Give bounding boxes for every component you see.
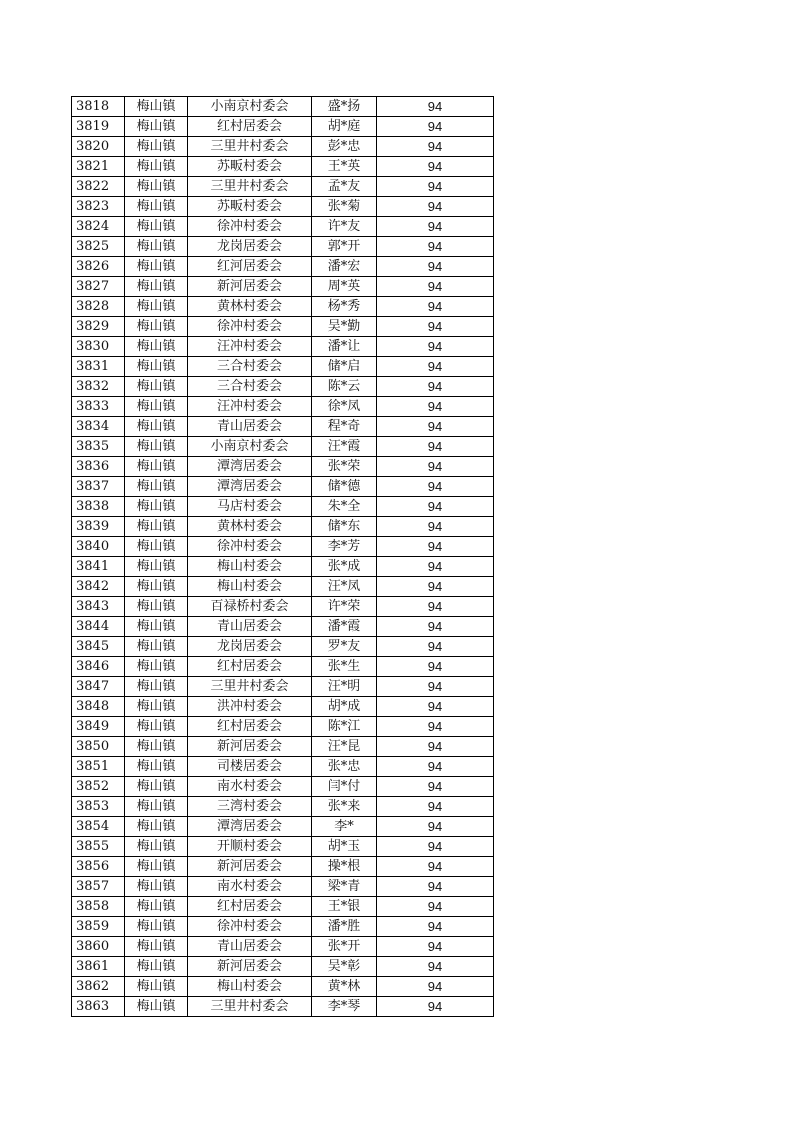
- cell-town: 梅山镇: [125, 337, 188, 357]
- cell-serial-number: 3840: [72, 537, 125, 557]
- table-row: [72, 657, 494, 677]
- cell-town: 梅山镇: [125, 877, 188, 897]
- cell-person-name: 盛*扬: [312, 97, 377, 117]
- cell-town: 梅山镇: [125, 217, 188, 237]
- cell-score: 94: [377, 157, 494, 177]
- cell-score: 94: [377, 777, 494, 797]
- cell-town: 梅山镇: [125, 437, 188, 457]
- table-row: [72, 857, 494, 877]
- cell-village-committee: 潭湾居委会: [188, 477, 312, 497]
- cell-town: 梅山镇: [125, 597, 188, 617]
- table-row: [72, 117, 494, 137]
- cell-village-committee: 南水村委会: [188, 877, 312, 897]
- cell-village-committee: 百禄桥村委会: [188, 597, 312, 617]
- cell-town: 梅山镇: [125, 757, 188, 777]
- cell-serial-number: 3853: [72, 797, 125, 817]
- cell-person-name: 黄*林: [312, 977, 377, 997]
- cell-serial-number: 3858: [72, 897, 125, 917]
- cell-person-name: 吴*彰: [312, 957, 377, 977]
- cell-village-committee: 徐冲村委会: [188, 217, 312, 237]
- cell-village-committee: 黄林村委会: [188, 517, 312, 537]
- cell-serial-number: 3831: [72, 357, 125, 377]
- cell-person-name: 胡*成: [312, 697, 377, 717]
- cell-person-name: 梁*青: [312, 877, 377, 897]
- cell-town: 梅山镇: [125, 377, 188, 397]
- table-row: [72, 97, 494, 117]
- cell-village-committee: 徐冲村委会: [188, 917, 312, 937]
- table-row: [72, 897, 494, 917]
- table-row: [72, 417, 494, 437]
- cell-village-committee: 新河居委会: [188, 277, 312, 297]
- table-row: [72, 137, 494, 157]
- table-row: [72, 757, 494, 777]
- table-row: [72, 877, 494, 897]
- cell-person-name: 许*友: [312, 217, 377, 237]
- cell-town: 梅山镇: [125, 937, 188, 957]
- cell-score: 94: [377, 797, 494, 817]
- cell-village-committee: 潭湾居委会: [188, 457, 312, 477]
- cell-village-committee: 徐冲村委会: [188, 317, 312, 337]
- cell-town: 梅山镇: [125, 697, 188, 717]
- cell-serial-number: 3819: [72, 117, 125, 137]
- cell-village-committee: 三里井村委会: [188, 997, 312, 1017]
- table-row: [72, 397, 494, 417]
- cell-person-name: 程*奇: [312, 417, 377, 437]
- cell-town: 梅山镇: [125, 817, 188, 837]
- table-row: [72, 577, 494, 597]
- cell-serial-number: 3828: [72, 297, 125, 317]
- cell-score: 94: [377, 817, 494, 837]
- cell-village-committee: 梅山村委会: [188, 977, 312, 997]
- cell-person-name: 汪*昆: [312, 737, 377, 757]
- cell-serial-number: 3861: [72, 957, 125, 977]
- cell-person-name: 张*来: [312, 797, 377, 817]
- cell-score: 94: [377, 237, 494, 257]
- cell-person-name: 潘*宏: [312, 257, 377, 277]
- cell-serial-number: 3829: [72, 317, 125, 337]
- cell-serial-number: 3823: [72, 197, 125, 217]
- cell-serial-number: 3856: [72, 857, 125, 877]
- cell-village-committee: 红河居委会: [188, 257, 312, 277]
- cell-serial-number: 3844: [72, 617, 125, 637]
- cell-village-committee: 三合村委会: [188, 357, 312, 377]
- table-row: [72, 637, 494, 657]
- cell-serial-number: 3820: [72, 137, 125, 157]
- cell-score: 94: [377, 277, 494, 297]
- cell-village-committee: 苏畈村委会: [188, 197, 312, 217]
- table-row: [72, 377, 494, 397]
- cell-score: 94: [377, 917, 494, 937]
- cell-score: 94: [377, 217, 494, 237]
- table-row: [72, 197, 494, 217]
- table-row: [72, 697, 494, 717]
- cell-score: 94: [377, 577, 494, 597]
- cell-person-name: 王*英: [312, 157, 377, 177]
- cell-serial-number: 3863: [72, 997, 125, 1017]
- cell-person-name: 汪*凤: [312, 577, 377, 597]
- cell-score: 94: [377, 137, 494, 157]
- cell-village-committee: 汪冲村委会: [188, 337, 312, 357]
- table-row: [72, 257, 494, 277]
- cell-person-name: 潘*胜: [312, 917, 377, 937]
- cell-serial-number: 3830: [72, 337, 125, 357]
- cell-town: 梅山镇: [125, 997, 188, 1017]
- cell-score: 94: [377, 877, 494, 897]
- cell-score: 94: [377, 617, 494, 637]
- cell-serial-number: 3852: [72, 777, 125, 797]
- cell-town: 梅山镇: [125, 357, 188, 377]
- cell-serial-number: 3848: [72, 697, 125, 717]
- cell-village-committee: 三合村委会: [188, 377, 312, 397]
- cell-serial-number: 3834: [72, 417, 125, 437]
- cell-person-name: 陈*江: [312, 717, 377, 737]
- cell-person-name: 郭*开: [312, 237, 377, 257]
- table-row: [72, 837, 494, 857]
- cell-person-name: 陈*云: [312, 377, 377, 397]
- cell-score: 94: [377, 557, 494, 577]
- cell-village-committee: 新河居委会: [188, 857, 312, 877]
- cell-person-name: 徐*凤: [312, 397, 377, 417]
- cell-serial-number: 3835: [72, 437, 125, 457]
- cell-person-name: 彭*忠: [312, 137, 377, 157]
- cell-score: 94: [377, 657, 494, 677]
- table-row: [72, 777, 494, 797]
- cell-town: 梅山镇: [125, 257, 188, 277]
- cell-person-name: 许*荣: [312, 597, 377, 617]
- cell-town: 梅山镇: [125, 517, 188, 537]
- table-row: [72, 177, 494, 197]
- cell-person-name: 储*东: [312, 517, 377, 537]
- cell-score: 94: [377, 697, 494, 717]
- cell-town: 梅山镇: [125, 737, 188, 757]
- cell-town: 梅山镇: [125, 137, 188, 157]
- cell-score: 94: [377, 717, 494, 737]
- cell-person-name: 孟*友: [312, 177, 377, 197]
- cell-town: 梅山镇: [125, 537, 188, 557]
- table-row: [72, 957, 494, 977]
- cell-town: 梅山镇: [125, 297, 188, 317]
- cell-person-name: 杨*秀: [312, 297, 377, 317]
- cell-serial-number: 3842: [72, 577, 125, 597]
- cell-person-name: 罗*友: [312, 637, 377, 657]
- cell-score: 94: [377, 537, 494, 557]
- cell-serial-number: 3825: [72, 237, 125, 257]
- cell-village-committee: 徐冲村委会: [188, 537, 312, 557]
- cell-town: 梅山镇: [125, 477, 188, 497]
- cell-town: 梅山镇: [125, 917, 188, 937]
- table-row: [72, 437, 494, 457]
- cell-town: 梅山镇: [125, 317, 188, 337]
- cell-person-name: 闫*付: [312, 777, 377, 797]
- cell-score: 94: [377, 477, 494, 497]
- cell-town: 梅山镇: [125, 677, 188, 697]
- cell-serial-number: 3862: [72, 977, 125, 997]
- table-row: [72, 357, 494, 377]
- cell-score: 94: [377, 397, 494, 417]
- cell-person-name: 潘*霞: [312, 617, 377, 637]
- cell-serial-number: 3818: [72, 97, 125, 117]
- table-row: [72, 337, 494, 357]
- table-row: [72, 597, 494, 617]
- cell-serial-number: 3836: [72, 457, 125, 477]
- cell-score: 94: [377, 317, 494, 337]
- table-row: [72, 277, 494, 297]
- cell-town: 梅山镇: [125, 557, 188, 577]
- cell-serial-number: 3859: [72, 917, 125, 937]
- cell-village-committee: 梅山村委会: [188, 557, 312, 577]
- cell-serial-number: 3855: [72, 837, 125, 857]
- cell-person-name: 张*忠: [312, 757, 377, 777]
- cell-village-committee: 红村居委会: [188, 657, 312, 677]
- cell-score: 94: [377, 497, 494, 517]
- cell-serial-number: 3845: [72, 637, 125, 657]
- cell-village-committee: 龙岗居委会: [188, 237, 312, 257]
- cell-serial-number: 3832: [72, 377, 125, 397]
- cell-serial-number: 3833: [72, 397, 125, 417]
- table-row: [72, 297, 494, 317]
- cell-village-committee: 梅山村委会: [188, 577, 312, 597]
- cell-score: 94: [377, 957, 494, 977]
- table-row: [72, 997, 494, 1017]
- cell-town: 梅山镇: [125, 717, 188, 737]
- table-row: [72, 477, 494, 497]
- cell-serial-number: 3821: [72, 157, 125, 177]
- cell-village-committee: 新河居委会: [188, 957, 312, 977]
- cell-person-name: 王*银: [312, 897, 377, 917]
- cell-score: 94: [377, 637, 494, 657]
- cell-village-committee: 汪冲村委会: [188, 397, 312, 417]
- table-row: [72, 317, 494, 337]
- cell-village-committee: 红村居委会: [188, 717, 312, 737]
- cell-serial-number: 3860: [72, 937, 125, 957]
- cell-village-committee: 小南京村委会: [188, 97, 312, 117]
- cell-town: 梅山镇: [125, 457, 188, 477]
- table-row: [72, 917, 494, 937]
- cell-village-committee: 红村居委会: [188, 117, 312, 137]
- cell-person-name: 胡*庭: [312, 117, 377, 137]
- roster-table-body: [72, 97, 494, 1017]
- cell-score: 94: [377, 857, 494, 877]
- cell-score: 94: [377, 417, 494, 437]
- cell-score: 94: [377, 257, 494, 277]
- cell-village-committee: 潭湾居委会: [188, 817, 312, 837]
- cell-village-committee: 黄林村委会: [188, 297, 312, 317]
- table-row: [72, 557, 494, 577]
- cell-person-name: 张*开: [312, 937, 377, 957]
- cell-person-name: 储*德: [312, 477, 377, 497]
- cell-score: 94: [377, 97, 494, 117]
- cell-person-name: 李*琴: [312, 997, 377, 1017]
- cell-serial-number: 3847: [72, 677, 125, 697]
- table-row: [72, 517, 494, 537]
- cell-village-committee: 小南京村委会: [188, 437, 312, 457]
- table-row: [72, 457, 494, 477]
- cell-person-name: 汪*霞: [312, 437, 377, 457]
- cell-village-committee: 马店村委会: [188, 497, 312, 517]
- cell-village-committee: 开顺村委会: [188, 837, 312, 857]
- cell-town: 梅山镇: [125, 197, 188, 217]
- cell-score: 94: [377, 377, 494, 397]
- cell-person-name: 张*荣: [312, 457, 377, 477]
- cell-person-name: 周*英: [312, 277, 377, 297]
- table-row: [72, 617, 494, 637]
- cell-village-committee: 龙岗居委会: [188, 637, 312, 657]
- cell-village-committee: 三湾村委会: [188, 797, 312, 817]
- cell-village-committee: 三里井村委会: [188, 677, 312, 697]
- cell-town: 梅山镇: [125, 117, 188, 137]
- cell-town: 梅山镇: [125, 837, 188, 857]
- cell-serial-number: 3841: [72, 557, 125, 577]
- cell-village-committee: 司楼居委会: [188, 757, 312, 777]
- cell-town: 梅山镇: [125, 397, 188, 417]
- cell-person-name: 李*芳: [312, 537, 377, 557]
- cell-town: 梅山镇: [125, 417, 188, 437]
- cell-score: 94: [377, 757, 494, 777]
- cell-person-name: 吴*勤: [312, 317, 377, 337]
- cell-person-name: 朱*全: [312, 497, 377, 517]
- cell-village-committee: 南水村委会: [188, 777, 312, 797]
- cell-serial-number: 3838: [72, 497, 125, 517]
- cell-person-name: 操*根: [312, 857, 377, 877]
- cell-town: 梅山镇: [125, 617, 188, 637]
- cell-serial-number: 3839: [72, 517, 125, 537]
- cell-serial-number: 3857: [72, 877, 125, 897]
- cell-village-committee: 洪冲村委会: [188, 697, 312, 717]
- cell-score: 94: [377, 937, 494, 957]
- cell-score: 94: [377, 297, 494, 317]
- cell-score: 94: [377, 737, 494, 757]
- cell-score: 94: [377, 597, 494, 617]
- cell-town: 梅山镇: [125, 897, 188, 917]
- cell-person-name: 张*生: [312, 657, 377, 677]
- cell-town: 梅山镇: [125, 957, 188, 977]
- cell-serial-number: 3822: [72, 177, 125, 197]
- cell-score: 94: [377, 897, 494, 917]
- table-row: [72, 817, 494, 837]
- cell-person-name: 张*菊: [312, 197, 377, 217]
- cell-town: 梅山镇: [125, 177, 188, 197]
- cell-serial-number: 3824: [72, 217, 125, 237]
- cell-village-committee: 红村居委会: [188, 897, 312, 917]
- cell-score: 94: [377, 117, 494, 137]
- cell-person-name: 张*成: [312, 557, 377, 577]
- cell-serial-number: 3849: [72, 717, 125, 737]
- cell-score: 94: [377, 357, 494, 377]
- cell-town: 梅山镇: [125, 157, 188, 177]
- cell-village-committee: 青山居委会: [188, 417, 312, 437]
- cell-score: 94: [377, 457, 494, 477]
- cell-town: 梅山镇: [125, 797, 188, 817]
- cell-serial-number: 3846: [72, 657, 125, 677]
- cell-score: 94: [377, 337, 494, 357]
- cell-score: 94: [377, 837, 494, 857]
- cell-serial-number: 3837: [72, 477, 125, 497]
- cell-score: 94: [377, 517, 494, 537]
- cell-score: 94: [377, 677, 494, 697]
- table-row: [72, 497, 494, 517]
- cell-serial-number: 3854: [72, 817, 125, 837]
- table-row: [72, 217, 494, 237]
- cell-serial-number: 3826: [72, 257, 125, 277]
- table-row: [72, 237, 494, 257]
- cell-score: 94: [377, 437, 494, 457]
- table-row: [72, 737, 494, 757]
- cell-village-committee: 新河居委会: [188, 737, 312, 757]
- roster-table: [71, 96, 494, 1017]
- cell-serial-number: 3843: [72, 597, 125, 617]
- cell-village-committee: 苏畈村委会: [188, 157, 312, 177]
- cell-person-name: 汪*明: [312, 677, 377, 697]
- cell-serial-number: 3851: [72, 757, 125, 777]
- cell-serial-number: 3827: [72, 277, 125, 297]
- cell-person-name: 李*: [312, 817, 377, 837]
- cell-town: 梅山镇: [125, 857, 188, 877]
- table-row: [72, 797, 494, 817]
- table-row: [72, 677, 494, 697]
- table-row: [72, 537, 494, 557]
- cell-person-name: 储*启: [312, 357, 377, 377]
- cell-town: 梅山镇: [125, 777, 188, 797]
- cell-village-committee: 三里井村委会: [188, 137, 312, 157]
- cell-person-name: 胡*玉: [312, 837, 377, 857]
- cell-town: 梅山镇: [125, 497, 188, 517]
- cell-village-committee: 三里井村委会: [188, 177, 312, 197]
- cell-score: 94: [377, 197, 494, 217]
- cell-village-committee: 青山居委会: [188, 937, 312, 957]
- cell-town: 梅山镇: [125, 97, 188, 117]
- cell-town: 梅山镇: [125, 237, 188, 257]
- cell-village-committee: 青山居委会: [188, 617, 312, 637]
- table-row: [72, 977, 494, 997]
- cell-town: 梅山镇: [125, 577, 188, 597]
- table-row: [72, 937, 494, 957]
- table-row: [72, 157, 494, 177]
- cell-score: 94: [377, 977, 494, 997]
- cell-town: 梅山镇: [125, 657, 188, 677]
- table-row: [72, 717, 494, 737]
- cell-score: 94: [377, 177, 494, 197]
- cell-person-name: 潘*让: [312, 337, 377, 357]
- cell-score: 94: [377, 997, 494, 1017]
- cell-town: 梅山镇: [125, 977, 188, 997]
- cell-town: 梅山镇: [125, 637, 188, 657]
- cell-town: 梅山镇: [125, 277, 188, 297]
- cell-serial-number: 3850: [72, 737, 125, 757]
